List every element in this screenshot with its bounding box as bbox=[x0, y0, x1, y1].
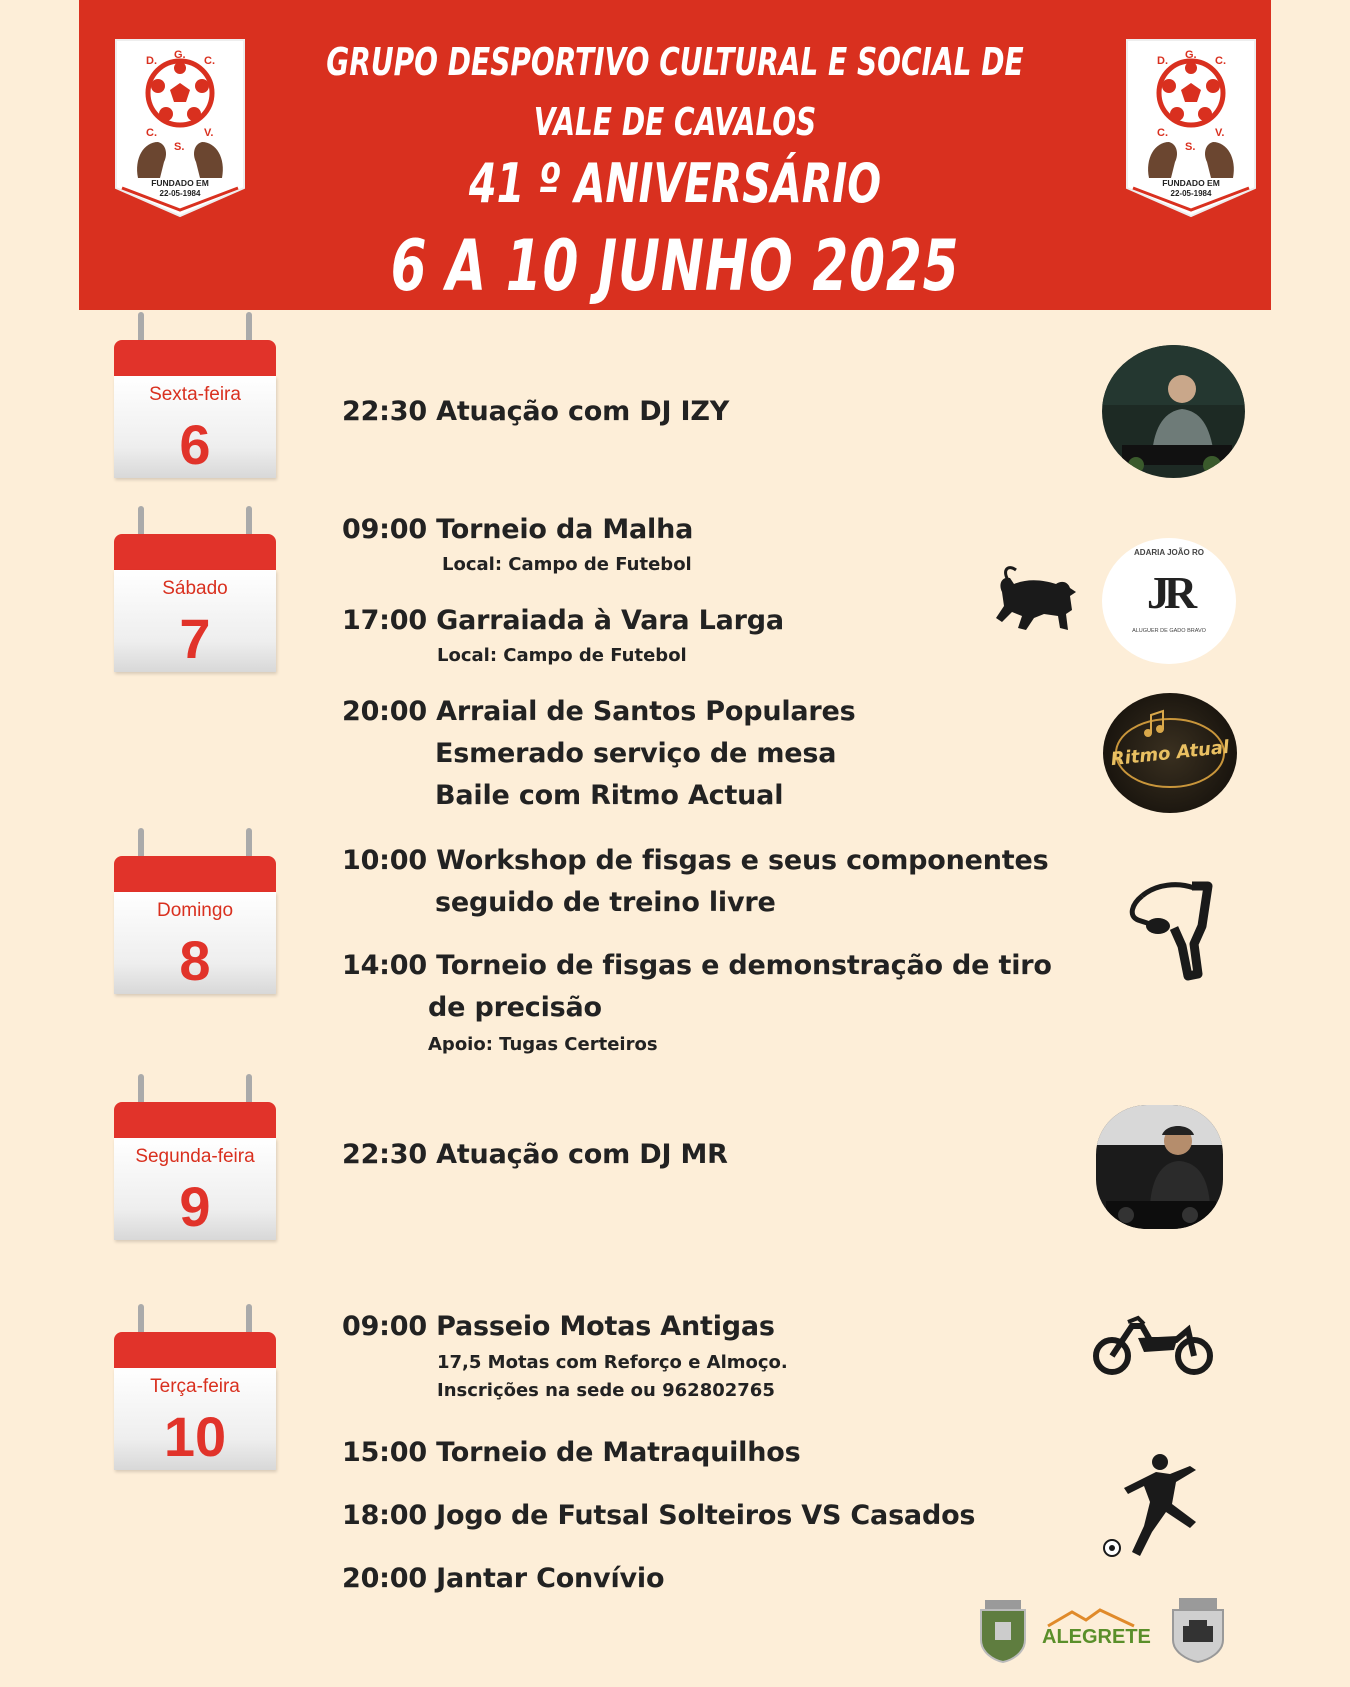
svg-text:FUNDADO EM: FUNDADO EM bbox=[151, 178, 209, 188]
club-crest-right bbox=[1125, 38, 1257, 218]
svg-text:C.: C. bbox=[1215, 55, 1226, 67]
jr-logo-mark: JR bbox=[1146, 567, 1192, 618]
event-futsal: 18:00 Jogo de Futsal Solteiros VS Casados bbox=[342, 1500, 976, 1531]
event-note: 17,5 Motas com Reforço e Almoço. bbox=[437, 1352, 788, 1373]
calendar-number: 10 bbox=[163, 1405, 227, 1468]
calendar-number: 8 bbox=[179, 929, 211, 992]
event-dj-izy: 22:30 Atuação com DJ IZY bbox=[342, 396, 730, 427]
svg-text:S.: S. bbox=[1185, 141, 1196, 153]
event-passeio-motas: 09:00 Passeio Motas Antigas bbox=[342, 1311, 775, 1342]
event-location: Local: Campo de Futebol bbox=[442, 554, 692, 575]
svg-text:FUNDADO EM: FUNDADO EM bbox=[1162, 178, 1220, 188]
calendar-weekday: Sexta-feira bbox=[149, 384, 241, 405]
event-arraial-detail: Esmerado serviço de mesa bbox=[435, 738, 837, 769]
dj-izy-photo bbox=[1102, 345, 1245, 478]
dj-mr-photo bbox=[1096, 1105, 1223, 1229]
calendar-day-8 bbox=[114, 842, 276, 994]
event-torneio-malha: 09:00 Torneio da Malha bbox=[342, 514, 694, 545]
svg-text:V.: V. bbox=[204, 127, 214, 139]
anniversary-title: 41 º ANIVERSÁRIO bbox=[468, 152, 882, 215]
calendar-number: 9 bbox=[179, 1175, 211, 1238]
event-torneio-fisgas-detail: de precisão bbox=[428, 992, 602, 1023]
event-torneio-fisgas: 14:00 Torneio de fisgas e demonstração de tiro bbox=[342, 950, 1052, 981]
svg-text:G.: G. bbox=[174, 49, 186, 61]
club-name-line2: VALE DE CAVALOS bbox=[533, 100, 817, 144]
calendar-weekday: Sábado bbox=[162, 578, 228, 599]
bull-icon bbox=[988, 562, 1080, 640]
event-workshop-fisgas: 10:00 Workshop de fisgas e seus componentes bbox=[342, 845, 1049, 876]
calendar-day-10 bbox=[114, 1318, 276, 1470]
alegrete-logo bbox=[1042, 1606, 1151, 1660]
calendar-weekday: Domingo bbox=[156, 900, 234, 921]
calendar-day-9 bbox=[114, 1088, 276, 1240]
soccer-player-icon bbox=[1100, 1452, 1214, 1562]
jr-logo-bottom-text: ALUGUER DE GADO BRAVO bbox=[1132, 628, 1206, 634]
jr-logo-top-text: ADARIA JOÃO RO bbox=[1134, 548, 1204, 557]
svg-text:C.: C. bbox=[1157, 127, 1168, 139]
event-jantar: 20:00 Jantar Convívio bbox=[342, 1563, 665, 1594]
event-arraial: 20:00 Arraial de Santos Populares bbox=[342, 696, 856, 727]
municipal-coat-of-arms-icon bbox=[1167, 1596, 1229, 1664]
coat-of-arms-icon bbox=[975, 1596, 1031, 1664]
event-location: Local: Campo de Futebol bbox=[437, 645, 687, 666]
alegrete-text: ALEGRETE bbox=[1042, 1626, 1151, 1648]
calendar-number: 7 bbox=[179, 607, 211, 670]
event-dates: 6 A 10 JUNHO 2025 bbox=[390, 225, 960, 307]
event-dj-mr: 22:30 Atuação com DJ MR bbox=[342, 1139, 728, 1170]
ritmo-atual-text: Ritmo Atual bbox=[1109, 736, 1231, 771]
event-workshop-detail: seguido de treino livre bbox=[435, 887, 776, 918]
event-arraial-detail: Baile com Ritmo Actual bbox=[435, 780, 784, 811]
event-matraquilhos: 15:00 Torneio de Matraquilhos bbox=[342, 1437, 801, 1468]
club-name-line1: GRUPO DESPORTIVO CULTURAL E SOCIAL DE bbox=[326, 40, 1024, 84]
calendar-weekday: Terça-feira bbox=[150, 1376, 240, 1397]
event-note: Inscrições na sede ou 962802765 bbox=[437, 1380, 775, 1401]
svg-text:22-05-1984: 22-05-1984 bbox=[159, 189, 201, 198]
header-banner bbox=[79, 0, 1271, 310]
jr-logo bbox=[1102, 538, 1236, 664]
club-crest-left bbox=[114, 38, 246, 218]
svg-text:S.: S. bbox=[174, 141, 185, 153]
svg-text:C.: C. bbox=[146, 127, 157, 139]
svg-text:C.: C. bbox=[204, 55, 215, 67]
slingshot-icon bbox=[1122, 876, 1214, 982]
event-support: Apoio: Tugas Certeiros bbox=[428, 1034, 658, 1055]
calendar-number: 6 bbox=[179, 413, 211, 476]
svg-text:D.: D. bbox=[1157, 55, 1168, 67]
svg-text:V.: V. bbox=[1215, 127, 1225, 139]
event-garraiada: 17:00 Garraiada à Vara Larga bbox=[342, 605, 784, 636]
motorcycle-icon bbox=[1092, 1306, 1214, 1378]
crest-letter: D. bbox=[146, 55, 157, 67]
ritmo-atual-logo bbox=[1103, 693, 1237, 813]
calendar-day-7 bbox=[114, 520, 276, 672]
svg-text:G.: G. bbox=[1185, 49, 1197, 61]
mountain-icon bbox=[1042, 1606, 1142, 1628]
calendar-day-6 bbox=[114, 326, 276, 478]
calendar-weekday: Segunda-feira bbox=[135, 1146, 255, 1167]
svg-text:22-05-1984: 22-05-1984 bbox=[1170, 189, 1212, 198]
